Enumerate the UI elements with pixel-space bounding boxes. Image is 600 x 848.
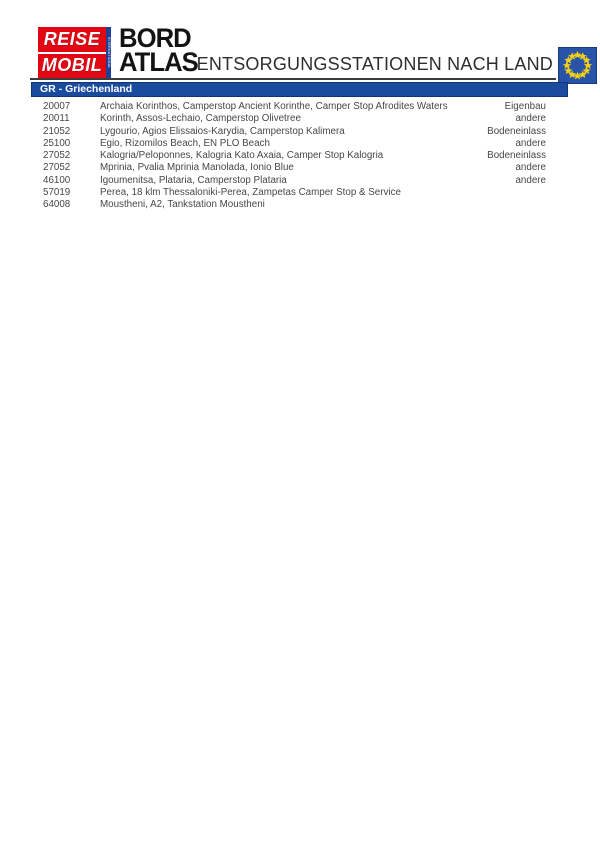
table-row (43, 150, 546, 162)
station-postal-code: 64008 (43, 199, 71, 211)
page-title: ENTSORGUNGSSTATIONEN NACH LAND (196, 54, 553, 74)
bordatlas-logo-line1: BORD (119, 23, 191, 53)
table-row (43, 101, 546, 113)
station-description: Lygourio, Agios Elissaios-Karydia, Camperstop Kalimera (100, 125, 345, 137)
station-description: Igoumenitsa, Plataria, Camperstop Plataria (100, 174, 287, 186)
disposal-type: andere (515, 174, 546, 186)
station-postal-code: 46100 (43, 174, 71, 186)
table-row (43, 162, 546, 174)
station-postal-code: 20007 (43, 101, 71, 112)
table-row (43, 199, 546, 211)
station-postal-code: 27052 (43, 162, 71, 174)
station-postal-code: 57019 (43, 187, 71, 199)
bordatlas-logo-line2: ATLAS (119, 47, 198, 77)
station-description: Kalogria/Peloponnes, Kalogria Kato Axaia, Camper Stop Kalogria (100, 150, 384, 162)
station-postal-code: 25100 (43, 137, 71, 149)
disposal-type: andere (515, 162, 546, 174)
table-row (43, 126, 546, 138)
station-description: Perea, 18 klm Thessaloniki-Perea, Zampetas Camper Stop & Service (100, 187, 401, 199)
eu-flag-icon (558, 47, 597, 84)
station-description: Egio, Rizomilos Beach, EN PLO Beach (100, 137, 270, 149)
bordatlas-logo (119, 23, 198, 77)
disposal-type: andere (515, 113, 546, 125)
disposal-type: andere (515, 137, 546, 149)
header-divider (30, 78, 556, 80)
reisemobil-international-strip: INTERNATIONAL (106, 27, 111, 78)
table-row (43, 138, 546, 150)
disposal-type: Bodeneinlass (487, 150, 546, 162)
station-postal-code: 27052 (43, 150, 71, 162)
disposal-type: Bodeneinlass (487, 125, 546, 137)
reisemobil-logo-line2: MOBIL (38, 54, 106, 79)
station-postal-code: 21052 (43, 125, 71, 137)
table-row (43, 187, 546, 199)
station-description: Moustheni, A2, Tankstation Moustheni (100, 199, 265, 211)
station-description: Archaia Korinthos, Camperstop Ancient Korinthe, Camper Stop Afrodites Waters (100, 101, 448, 112)
reisemobil-logo-line1: REISE (38, 27, 106, 52)
reisemobil-logo-bars (38, 27, 106, 78)
country-section-header: GR - Griechenland (31, 82, 568, 97)
disposal-type: Eigenbau (504, 101, 546, 112)
table-row (43, 175, 546, 187)
station-postal-code: 20011 (43, 113, 70, 125)
table-row (43, 113, 546, 125)
station-description: Korinth, Assos-Lechaio, Camperstop Olivetree (100, 113, 301, 125)
station-description: Mprinia, Pvalia Mprinia Manolada, Ionio Blue (100, 162, 294, 174)
reisemobil-logo (38, 27, 111, 78)
stations-table (43, 101, 546, 212)
